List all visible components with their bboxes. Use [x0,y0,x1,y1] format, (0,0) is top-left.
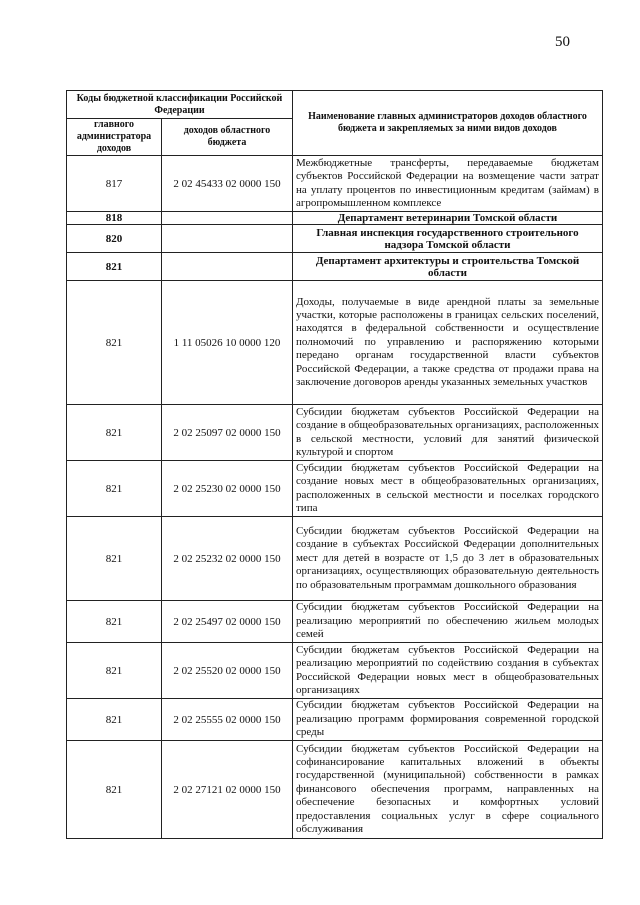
admin-code-cell: 821 [67,601,162,643]
income-name-cell: Субсидии бюджетам субъектов Российской Федерации на софинансирование капитальных вложений в объекты государственной (муниципальной) собственности в рамках финансового обеспечения программ, направленных на обеспечение безопасных и комфортных условий предоставления социальных услуг в сфере социального обслуживания [293,741,603,839]
table-row [67,405,603,461]
income-code-cell: 2 02 25230 02 0000 150 [162,461,293,517]
income-column-header: доходов областного бюджета [162,119,293,156]
department-row [67,225,603,253]
income-name-cell: Субсидии бюджетам субъектов Российской Федерации на создание в общеобразовательных организациях, расположенных в сельской местности, условий для занятий физической культурой и спортом [293,405,603,461]
admin-column-header: главного администратора доходов [67,119,162,156]
department-name-cell: Департамент ветеринарии Томской области [293,212,603,225]
codes-group-header: Коды бюджетной классификации Российской Федерации [67,91,293,119]
income-code-cell: 2 02 25555 02 0000 150 [162,699,293,741]
admin-code-cell: 821 [67,405,162,461]
table-row [67,741,603,839]
income-code-cell: 2 02 25520 02 0000 150 [162,643,293,699]
table-row [67,699,603,741]
name-column-header: Наименование главных администраторов доходов областного бюджета и закрепляемых за ними видов доходов [293,91,603,156]
income-code-cell: 1 11 05026 10 0000 120 [162,281,293,405]
department-row [67,212,603,225]
admin-code-cell: 821 [67,253,162,281]
income-name-cell: Доходы, получаемые в виде арендной платы за земельные участки, которые расположены в границах сельских поселений, находятся в федеральной собственности и осуществление полномочий по управлению и распоряжению которыми передано органам государственной власти субъектов Российской Федерации, а также средства от продажи права на заключение договоров аренды указанных земельных участков [293,281,603,405]
admin-code-cell: 821 [67,517,162,601]
table-row [67,517,603,601]
income-name-cell: Субсидии бюджетам субъектов Российской Федерации на создание новых мест в общеобразовательных организациях, расположенных в сельской местности и поселках городского типа [293,461,603,517]
income-code-cell: 2 02 45433 02 0000 150 [162,156,293,212]
department-row [67,253,603,281]
admin-code-cell: 821 [67,643,162,699]
table-row [67,461,603,517]
income-name-cell: Субсидии бюджетам субъектов Российской Федерации на реализацию программ формирования современной городской среды [293,699,603,741]
income-code-cell: 2 02 25097 02 0000 150 [162,405,293,461]
admin-code-cell: 820 [67,225,162,253]
income-name-cell: Субсидии бюджетам субъектов Российской Федерации на создание в субъектах Российской Федерации дополнительных мест для детей в возрасте от 1,5 до 3 лет в образовательных организациях, осуществляющих образовательную деятельность по образовательным программам дошкольного образования [293,517,603,601]
income-name-cell: Межбюджетные трансферты, передаваемые бюджетам субъектов Российской Федерации на возмещение части затрат на уплату процентов по инвестиционным кредитам (займам) в агропромышленном комплексе [293,156,603,212]
department-name-cell: Главная инспекция государственного строительного надзора Томской области [293,225,603,253]
admin-code-cell: 821 [67,281,162,405]
admin-code-cell: 817 [67,156,162,212]
table-row [67,601,603,643]
admin-code-cell: 821 [67,699,162,741]
income-code-cell [162,212,293,225]
table-row [67,643,603,699]
income-name-cell: Субсидии бюджетам субъектов Российской Федерации на реализацию мероприятий по содействию создания в субъектах Российской Федерации новых мест в общеобразовательных организациях [293,643,603,699]
department-name-cell: Департамент архитектуры и строительства Томской области [293,253,603,281]
income-code-cell [162,253,293,281]
table-row [67,281,603,405]
income-code-cell: 2 02 25232 02 0000 150 [162,517,293,601]
budget-classification-table [66,90,603,839]
admin-code-cell: 821 [67,461,162,517]
page-number: 50 [555,34,570,50]
table-row [67,156,603,212]
income-code-cell [162,225,293,253]
income-name-cell: Субсидии бюджетам субъектов Российской Федерации на реализацию мероприятий по обеспечению жильем молодых семей [293,601,603,643]
income-code-cell: 2 02 25497 02 0000 150 [162,601,293,643]
admin-code-cell: 818 [67,212,162,225]
income-code-cell: 2 02 27121 02 0000 150 [162,741,293,839]
admin-code-cell: 821 [67,741,162,839]
